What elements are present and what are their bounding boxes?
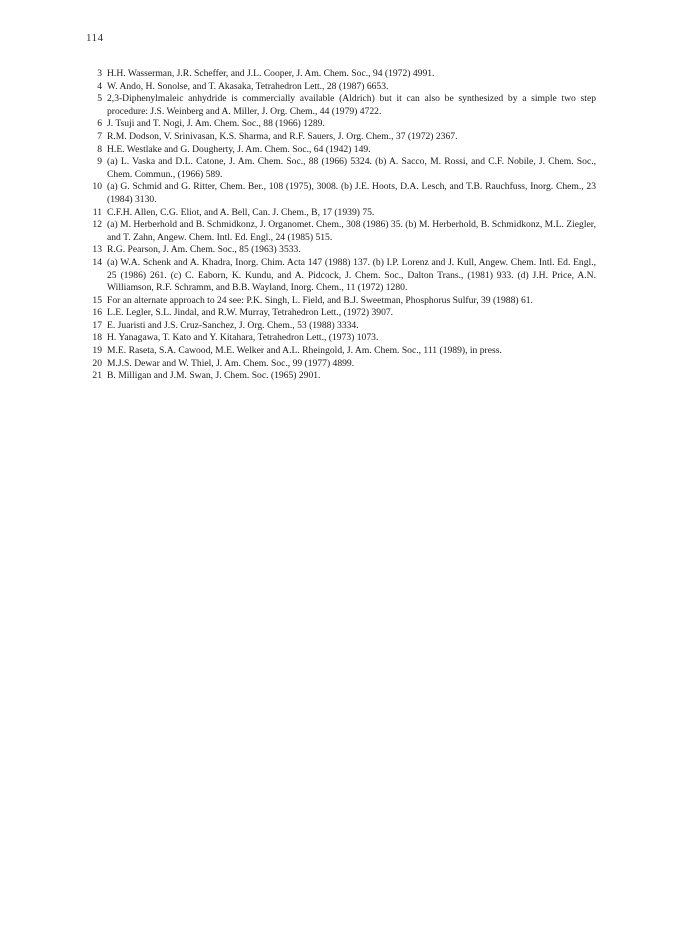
reference-list: [86, 68, 596, 383]
reference-text: R.G. Pearson, J. Am. Chem. Soc., 85 (1963) 3533.: [107, 244, 301, 256]
reference-text: J. Tsuji and T. Nogi, J. Am. Chem. Soc., 88 (1966) 1289.: [107, 118, 325, 130]
reference-number: 19: [92, 345, 102, 357]
reference-number: 16: [92, 307, 102, 319]
reference-number: 4: [97, 80, 102, 92]
reference-number: 17: [92, 319, 102, 331]
reference-number: 13: [92, 244, 102, 256]
reference-item: [86, 207, 596, 220]
reference-item: [86, 244, 596, 257]
reference-number: 7: [97, 130, 102, 142]
reference-text: (a) L. Vaska and D.L. Catone, J. Am. Chem. Soc., 88 (1966) 5324. (b) A. Sacco, M. Rossi, and C.F. Nobile, J. Chem. Soc., Chem. Commun., (1966) 589.: [107, 156, 596, 180]
reference-text: B. Milligan and J.M. Swan, J. Chem. Soc. (1965) 2901.: [107, 370, 321, 382]
reference-text: M.E. Raseta, S.A. Cawood, M.E. Welker and A.L. Rheingold, J. Am. Chem. Soc., 111 (1989), in press.: [107, 345, 502, 357]
reference-number: 18: [92, 332, 102, 344]
reference-item: [86, 219, 596, 244]
reference-item: [86, 118, 596, 131]
reference-number: 8: [97, 143, 102, 155]
reference-number: 12: [92, 219, 102, 231]
reference-number: 20: [92, 357, 102, 369]
reference-text: 2,3-Diphenylmaleic anhydride is commercially available (Aldrich) but it can also be synthesized by a simple two step procedure: J.S. Weinberg and A. Miller, J. Org. Chem., 44 (1979) 4722.: [107, 93, 596, 117]
reference-text: M.J.S. Dewar and W. Thiel, J. Am. Chem. Soc., 99 (1977) 4899.: [107, 357, 355, 369]
reference-number: 5: [97, 93, 102, 105]
reference-item: [86, 156, 596, 181]
reference-text: H.E. Westlake and G. Dougherty, J. Am. Chem. Soc., 64 (1942) 149.: [107, 143, 371, 155]
reference-text: E. Juaristi and J.S. Cruz-Sanchez, J. Org. Chem., 53 (1988) 3334.: [107, 319, 359, 331]
page-number: 114: [86, 32, 104, 44]
reference-number: 3: [97, 68, 102, 79]
reference-item: [86, 68, 596, 81]
reference-item: [86, 332, 596, 345]
reference-item: [86, 81, 596, 94]
reference-number: 10: [92, 181, 102, 193]
reference-text: For an alternate approach to 24 see: P.K. Singh, L. Field, and B.J. Sweetman, Phosphorus Sulfur, 39 (1988) 61.: [107, 294, 533, 306]
reference-text: C.F.H. Allen, C.G. Eliot, and A. Bell, Can. J. Chem., B, 17 (1939) 75.: [107, 206, 375, 218]
reference-item: [86, 144, 596, 157]
reference-text: (a) G. Schmid and G. Ritter, Chem. Ber., 108 (1975), 3008. (b) J.E. Hoots, D.A. Lesch, and T.B. Rauchfuss, Inorg. Chem., 23 (1984) 3130.: [107, 181, 596, 205]
reference-item: [86, 307, 596, 320]
reference-text: W. Ando, H. Sonolse, and T. Akasaka, Tetrahedron Lett., 28 (1987) 6653.: [107, 80, 389, 92]
reference-number: 11: [92, 206, 102, 218]
reference-text: L.E. Legler, S.L. Jindal, and R.W. Murray, Tetrahedron Lett., (1972) 3907.: [107, 307, 394, 319]
reference-item: [86, 370, 596, 383]
reference-item: [86, 93, 596, 118]
reference-text: H.H. Wasserman, J.R. Scheffer, and J.L. Cooper, J. Am. Chem. Soc., 94 (1972) 4991.: [107, 68, 435, 79]
reference-text: (a) W.A. Schenk and A. Khadra, Inorg. Chim. Acta 147 (1988) 137. (b) I.P. Lorenz and J. Kull, Angew. Chem. Intl. Ed. Engl., 25 (1986) 261. (c) C. Eaborn, K. Kundu, and A. Pidcock, J. Chem. Soc., Dalton Trans., (1981) 933. (d) J.H. Price, A.N. Williamson, R.F. Schramm, and B.B. Wayland, Inorg. Chem., 11 (1972) 1280.: [107, 256, 596, 294]
reference-item: [86, 131, 596, 144]
reference-item: [86, 295, 596, 308]
reference-text: R.M. Dodson, V. Srinivasan, K.S. Sharma, and R.F. Sauers, J. Org. Chem., 37 (1972) 2367.: [107, 130, 458, 142]
reference-number: 21: [92, 370, 102, 382]
reference-text: (a) M. Herberhold and B. Schmidkonz, J. Organomet. Chem., 308 (1986) 35. (b) M. Herberhold, B. Schmidkonz, M.L. Ziegler, and T. Zahn, Angew. Chem. Intl. Ed. Engl., 24 (1985) 515.: [107, 219, 596, 243]
reference-item: [86, 345, 596, 358]
reference-item: [86, 320, 596, 333]
reference-item: [86, 181, 596, 206]
reference-number: 15: [92, 294, 102, 306]
reference-item: [86, 257, 596, 295]
reference-number: 6: [97, 118, 102, 130]
reference-number: 9: [97, 156, 102, 168]
reference-text: H. Yanagawa, T. Kato and Y. Kitahara, Tetrahedron Lett., (1973) 1073.: [107, 332, 379, 344]
reference-number: 14: [92, 256, 102, 268]
reference-item: [86, 358, 596, 371]
